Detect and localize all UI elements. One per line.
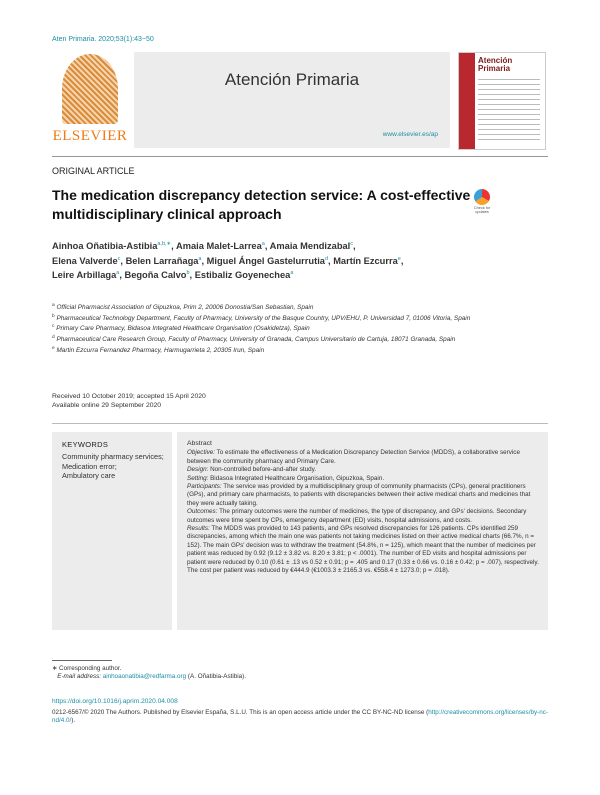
online-date: Available online 29 September 2020 — [52, 402, 162, 409]
journal-citation: Aten Primaria. 2020;53(1):43−50 — [52, 36, 154, 43]
journal-header — [52, 48, 546, 152]
publisher-name: ELSEVIER — [52, 128, 128, 144]
keywords-title: KEYWORDS — [62, 440, 109, 449]
elsevier-tree-icon — [62, 54, 118, 124]
abstract-heading: Abstract — [187, 440, 212, 447]
received-date: Received 10 October 2019; accepted 15 April 2020 — [52, 393, 206, 400]
journal-url-link[interactable]: www.elsevier.es/ap — [382, 131, 438, 138]
journal-name: Atención Primaria — [224, 70, 360, 89]
author: Amaia Malet-Larrea$^a$, — [176, 240, 270, 251]
affiliation: $^d$ Pharmaceutical Care Research Group, Faculty of Pharmacy, University of Granada, Campus Universitario de Cartuja, 18071 Granada, Spain — [52, 334, 456, 344]
doi-link[interactable]: https://doi.org/10.1016/j.aprim.2020.04.008 — [52, 698, 178, 705]
affiliation: $^c$ Primary Care Pharmacy, Bidasoa Integrated Healthcare Organisation (Osakidetza), Spain — [52, 324, 310, 333]
author: Elena Valverde$^c$, — [52, 255, 126, 266]
license-link[interactable]: http://creativecommons.org/licenses/by-nc-nd/4.0/ — [52, 709, 548, 725]
author: Miguel Ángel Gastelurrutia$^d$, — [206, 255, 334, 266]
journal-banner — [134, 52, 450, 148]
keyword-item: Community pharmacy services; — [62, 452, 164, 461]
crossmark-button[interactable] — [470, 189, 494, 217]
article-type: ORIGINAL ARTICLE — [52, 166, 135, 176]
header-divider — [52, 156, 548, 157]
cover-title: Atención Primaria — [478, 56, 513, 73]
footnote — [52, 665, 472, 682]
author: Martín Ezcurra$^e$, — [333, 255, 404, 266]
affiliation: $^b$ Pharmaceutical Technology Department, Faculty of Pharmacy, University of the Basque Country, UPV/EHU, P. Universidad 7, 01006 Vitoria, Spain — [52, 313, 471, 322]
abstract-section: Objective: To estimate the effectiveness of a Medication Discrepancy Detection Service (MDDS), a collaborative service between the community pharmacy and Primary Care. — [187, 449, 520, 465]
email-note: E-mail address: ainhoaonatibia@redfarma.org (A. Oñatibia-Astibia). — [57, 673, 246, 681]
article-dates — [52, 392, 206, 410]
email-link[interactable]: ainhoaonatibia@redfarma.org — [102, 673, 187, 681]
author: Leire Arbillaga$^a$, — [52, 269, 125, 280]
keyword-item: Medication error; — [62, 461, 117, 471]
abstract-section: Design: Non-controlled before-and-after study. — [187, 466, 317, 474]
abstract-section: Setting: Bidasoa Integrated Healthcare Organisation, Gipuzkoa, Spain. — [187, 474, 385, 482]
keyword-item: Ambulatory care — [62, 471, 116, 480]
abstract — [187, 440, 539, 576]
author: Belen Larrañaga$^a$, — [125, 255, 207, 266]
author: Amaia Mendizabal$^c$, — [269, 240, 356, 251]
crossmark-icon — [474, 189, 490, 205]
crossmark-label: Check for updates — [473, 206, 491, 214]
article-title: The medication discrepancy detection service: A cost-effective multidisciplinary clinical approach — [52, 187, 471, 222]
author: Begoña Calvo$^b$, — [124, 269, 195, 280]
keywords-list — [62, 452, 166, 481]
elsevier-logo — [52, 52, 128, 148]
body-divider — [52, 423, 548, 424]
author: Estibaliz Goyenechea$^a$ — [194, 269, 294, 280]
cover-spine — [459, 53, 475, 149]
cover-text-lines — [478, 79, 540, 141]
footnote-divider — [52, 660, 112, 661]
abstract-panel — [177, 432, 548, 630]
abstract-section: Results: The MDDS was provided to 143 patients, and GPs resolved discrepancies for 126 patients. CPs identified 259 discrepancies, among which the main one was patients not taking medicines listed on their active medical charts (66.7%, n = 152). The main GPs' decision was to withdraw the treatment (54.8%, n = 125), which meant that the number of medicines per patient was reduced by 0.92 (9.12 ± 3.82 vs. 8.20 ± 3.81; p < .0001). The number of ED visits and hospital admissions per patient were reduced by 0.10 (0.61 ± .13 vs 0.52 ± 0.91; p = .405 and 0.17 (0.33 ± 0.66 vs. 0.16 ± 0.42; p = .007), respectively. The cost per patient was reduced by €444.9 (€1003.3 ± 2165.3 vs. €558.4 ± 1273.0; p = .018). — [187, 525, 539, 575]
corresponding-author-note: ∗ Corresponding author. — [52, 665, 122, 672]
journal-cover-thumbnail — [458, 52, 546, 150]
affiliation: $^e$ Martin Ezcurra Fernandez Pharmacy, Harmugarrieta 2, 20305 Irun, Spain — [52, 345, 265, 354]
abstract-section: Participants: The service was provided by a multidisciplinary group of community pharmacists (CPs), general practitioners (GPs), and primary care pharmacists, to patients with discrepancies between their active medical charts and medicines that they were actually taking. — [187, 483, 531, 507]
author-list — [52, 239, 512, 283]
abstract-section: Outcomes: The primary outcomes were the number of medicines, the type of discrepancy, and GPs' decisions. Secondary outcomes were time spent by CPs, emergency department (ED) visits, hospital admissions, and costs. — [187, 508, 527, 524]
affiliation-list — [52, 304, 522, 358]
affiliation: $^a$ Official Pharmacist Association of Gipuzkoa, Prim 2, 20006 Donostia/San Sebastian, Spain — [52, 302, 314, 311]
author: Ainhoa Oñatibia-Astibia$^{a,b,∗}$, — [52, 240, 176, 251]
keywords-panel — [52, 432, 172, 630]
license-text: 0212-6567/© 2020 The Authors. Published by Elsevier España, S.L.U. This is an open access article under the CC BY-NC-ND license (http://creativecommons.org/licenses/by-nc-nd/4.0/). — [52, 709, 548, 725]
